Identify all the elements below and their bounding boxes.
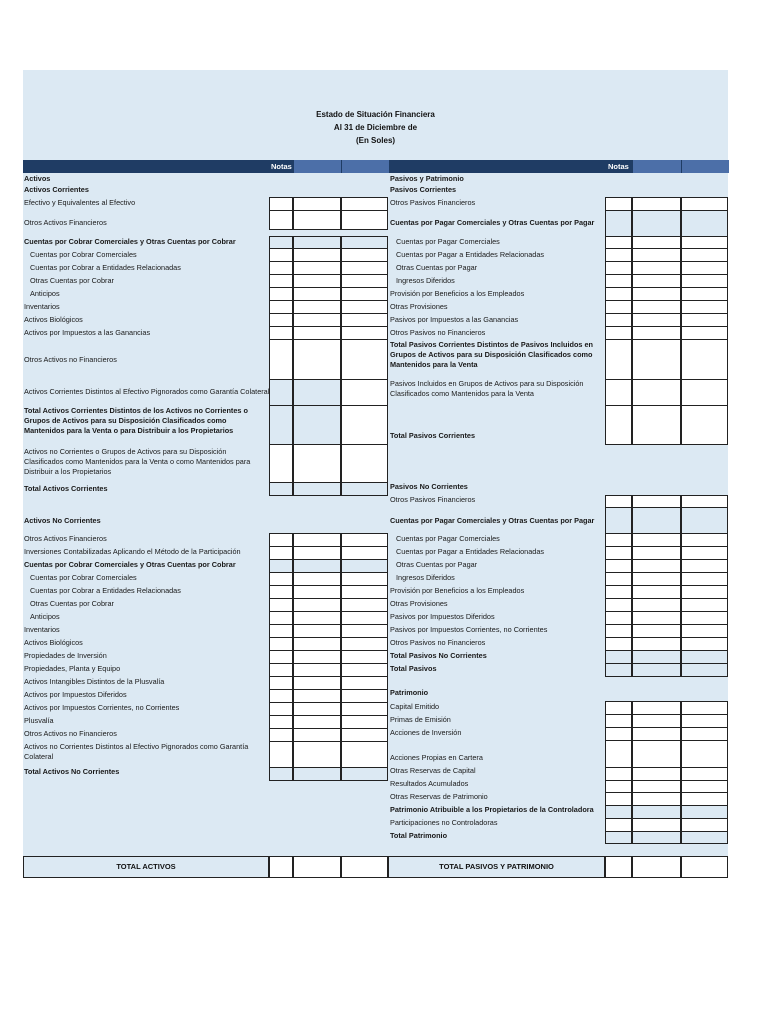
notes-header-right: Notas <box>608 162 629 171</box>
left-note-cell[interactable] <box>269 546 293 560</box>
left-value-cell[interactable] <box>293 248 341 262</box>
left-value-cell[interactable] <box>293 598 341 612</box>
left-row-label: Activos por Impuestos a las Ganancias <box>24 328 151 337</box>
left-value-cell[interactable] <box>341 663 388 677</box>
left-row-label: Propiedades de Inversión <box>24 651 107 660</box>
left-value-cell[interactable] <box>341 339 388 380</box>
left-row-label: Activos Biológicos <box>24 315 83 324</box>
right-row-label: Pasivos por Impuestos a las Ganancias <box>390 315 519 324</box>
right-row-label: Otras Provisiones <box>390 302 448 311</box>
right-value-cell[interactable] <box>681 611 728 625</box>
left-value-cell[interactable] <box>293 482 341 496</box>
left-value-cell[interactable] <box>293 210 341 230</box>
left-row-label: Cuentas por Cobrar Comerciales <box>30 250 137 259</box>
right-value-cell[interactable] <box>681 313 728 327</box>
left-row-label: Plusvalía <box>24 716 54 725</box>
right-value-cell[interactable] <box>681 767 728 781</box>
financial-statement-sheet <box>23 70 728 877</box>
right-row-label: Otras Reservas de Patrimonio <box>390 792 488 801</box>
left-note-cell[interactable] <box>269 326 293 340</box>
right-note-cell[interactable] <box>605 533 632 547</box>
right-value-cell[interactable] <box>681 210 728 237</box>
right-row-label: Total Pasivos No Corrientes <box>390 651 487 660</box>
right-note-cell[interactable] <box>605 831 632 844</box>
right-value-cell[interactable] <box>681 507 728 534</box>
left-note-cell[interactable] <box>269 676 293 690</box>
right-note-cell[interactable] <box>605 805 632 819</box>
right-value-cell[interactable] <box>632 300 681 314</box>
left-value-cell[interactable] <box>341 637 388 651</box>
left-note-cell[interactable] <box>269 379 293 406</box>
left-row-label: Anticipos <box>30 612 60 621</box>
left-value-cell[interactable] <box>293 689 341 703</box>
left-value-cell[interactable] <box>293 339 341 380</box>
right-row-label: Participaciones no Controladoras <box>390 818 498 827</box>
left-note-cell[interactable] <box>269 715 293 729</box>
left-row-label: Otras Cuentas por Cobrar <box>30 599 114 608</box>
left-note-cell[interactable] <box>269 728 293 742</box>
right-value-cell[interactable] <box>632 818 681 832</box>
left-value-cell[interactable] <box>293 741 341 768</box>
right-note-cell[interactable] <box>605 379 632 406</box>
left-note-cell[interactable] <box>269 313 293 327</box>
left-row-label: Activos no Corrientes o Grupos de Activos para su Disposición Clasificados como Mantenidos para la Venta o como Mantenidos para Distribuir a los Propietarios <box>24 447 251 476</box>
right-row-label: Otros Pasivos no Financieros <box>390 328 486 337</box>
left-value-cell[interactable] <box>341 715 388 729</box>
left-value-cell[interactable] <box>341 379 388 406</box>
right-value-cell[interactable] <box>681 792 728 806</box>
left-note-cell[interactable] <box>269 300 293 314</box>
right-value-cell[interactable] <box>632 624 681 638</box>
left-row-label: Inventarios <box>24 302 60 311</box>
right-value-cell[interactable] <box>632 405 681 445</box>
left-row-label: Total Activos Corrientes <box>24 484 108 493</box>
right-note-cell[interactable] <box>605 248 632 262</box>
right-value-cell[interactable] <box>632 572 681 586</box>
right-row-label: Provisión por Beneficios a los Empleados <box>390 289 525 298</box>
left-value-cell[interactable] <box>341 248 388 262</box>
left-value-cell[interactable] <box>293 572 341 586</box>
left-value-cell[interactable] <box>293 676 341 690</box>
right-value-cell[interactable] <box>632 663 681 677</box>
left-value-cell[interactable] <box>293 728 341 742</box>
right-note-cell[interactable] <box>605 637 632 651</box>
header-cell <box>293 160 342 173</box>
right-note-cell[interactable] <box>605 287 632 301</box>
right-note-cell[interactable] <box>605 210 632 237</box>
right-row-label: Total Pasivos <box>390 664 437 673</box>
right-row-label: Pasivos y Patrimonio <box>390 174 464 183</box>
left-note-cell[interactable] <box>269 287 293 301</box>
right-note-cell[interactable] <box>605 546 632 560</box>
right-value-cell[interactable] <box>681 405 728 445</box>
left-row-label: Cuentas por Cobrar Comerciales <box>30 573 137 582</box>
left-value-cell[interactable] <box>293 405 341 445</box>
left-value-cell[interactable] <box>341 559 388 573</box>
right-value-cell[interactable] <box>632 379 681 406</box>
left-note-cell[interactable] <box>269 210 293 230</box>
right-value-cell[interactable] <box>632 261 681 275</box>
left-row-label: Cuentas por Cobrar a Entidades Relacionadas <box>30 586 181 595</box>
left-value-cell[interactable] <box>341 767 388 781</box>
left-value-cell[interactable] <box>293 261 341 275</box>
left-value-cell[interactable] <box>293 767 341 781</box>
left-value-cell[interactable] <box>293 559 341 573</box>
left-row-label: Otros Activos no Financieros <box>24 729 117 738</box>
left-value-cell[interactable] <box>293 379 341 406</box>
right-value-cell[interactable] <box>632 274 681 288</box>
right-row-label: Patrimonio Atribuible a los Propietarios de la Controladora <box>390 805 594 814</box>
right-value-cell[interactable] <box>681 339 728 380</box>
right-note-cell[interactable] <box>605 727 632 741</box>
right-value-cell[interactable] <box>632 831 681 844</box>
right-note-cell[interactable] <box>605 598 632 612</box>
right-row-label: Pasivos por Impuestos Diferidos <box>390 612 495 621</box>
right-note-cell[interactable] <box>605 585 632 599</box>
right-value-cell[interactable] <box>681 714 728 728</box>
right-row-label: Ingresos Diferidos <box>396 573 455 582</box>
left-value-cell[interactable] <box>341 197 388 211</box>
left-note-cell[interactable] <box>269 702 293 716</box>
right-row-label: Primas de Emisión <box>390 715 451 724</box>
right-value-cell[interactable] <box>681 326 728 340</box>
left-value-cell[interactable] <box>341 405 388 445</box>
right-row-label: Cuentas por Pagar Comerciales <box>396 534 500 543</box>
right-value-cell[interactable] <box>632 740 681 768</box>
right-value-cell[interactable] <box>681 287 728 301</box>
right-value-cell[interactable] <box>632 598 681 612</box>
right-row-label: Cuentas por Pagar a Entidades Relacionadas <box>396 250 545 259</box>
left-value-cell[interactable] <box>341 210 388 230</box>
left-value-cell[interactable] <box>341 444 388 483</box>
statement-currency: (En Soles) <box>355 136 396 145</box>
left-row-label: Efectivo y Equivalentes al Efectivo <box>24 198 136 207</box>
right-value-cell[interactable] <box>681 559 728 573</box>
right-row-label: Acciones de Inversión <box>390 728 462 737</box>
right-value-cell[interactable] <box>632 650 681 664</box>
total-liabilities-note-cell[interactable] <box>605 856 632 878</box>
right-value-cell[interactable] <box>681 300 728 314</box>
right-value-cell[interactable] <box>681 818 728 832</box>
right-value-cell[interactable] <box>681 261 728 275</box>
right-value-cell[interactable] <box>632 533 681 547</box>
right-value-cell[interactable] <box>681 831 728 844</box>
right-row-label: Cuentas por Pagar Comerciales y Otras Cuentas por Pagar <box>390 516 595 525</box>
right-row-label: Pasivos No Corrientes <box>390 482 468 491</box>
right-note-cell[interactable] <box>605 507 632 534</box>
left-value-cell[interactable] <box>293 287 341 301</box>
right-value-cell[interactable] <box>681 533 728 547</box>
right-value-cell[interactable] <box>632 197 681 211</box>
left-value-cell[interactable] <box>341 533 388 547</box>
left-value-cell[interactable] <box>341 689 388 703</box>
header-cell <box>341 160 389 173</box>
left-note-cell[interactable] <box>269 339 293 380</box>
left-value-cell[interactable] <box>341 287 388 301</box>
left-row-label: Otros Activos no Financieros <box>24 355 117 364</box>
left-row-label: Activos no Corrientes Distintos al Efectivo Pignorados como Garantía Colateral <box>24 742 249 761</box>
right-row-label: Acciones Propias en Cartera <box>390 753 483 762</box>
left-note-cell[interactable] <box>269 598 293 612</box>
right-value-cell[interactable] <box>681 650 728 664</box>
right-note-cell[interactable] <box>605 326 632 340</box>
right-row-label: Capital Emitido <box>390 702 440 711</box>
left-note-cell[interactable] <box>269 741 293 768</box>
left-note-cell[interactable] <box>269 405 293 445</box>
left-note-cell[interactable] <box>269 637 293 651</box>
left-row-label: Total Activos Corrientes Distintos de los Activos no Corrientes o Grupos de Activos para su Disposición Clasificados como Mantenidos para la Venta o para Distribuir a los Propietarios <box>24 406 248 435</box>
left-value-cell[interactable] <box>293 611 341 625</box>
left-value-cell[interactable] <box>341 326 388 340</box>
right-row-label: Cuentas por Pagar Comerciales <box>396 237 500 246</box>
right-note-cell[interactable] <box>605 339 632 380</box>
right-value-cell[interactable] <box>681 197 728 211</box>
right-value-cell[interactable] <box>681 663 728 677</box>
right-note-cell[interactable] <box>605 300 632 314</box>
left-note-cell[interactable] <box>269 261 293 275</box>
right-value-cell[interactable] <box>632 767 681 781</box>
left-value-cell[interactable] <box>293 274 341 288</box>
right-value-cell[interactable] <box>632 248 681 262</box>
left-value-cell[interactable] <box>293 313 341 327</box>
right-note-cell[interactable] <box>605 313 632 327</box>
left-value-cell[interactable] <box>293 663 341 677</box>
right-value-cell[interactable] <box>632 701 681 715</box>
left-note-cell[interactable] <box>269 624 293 638</box>
left-row-label: Otros Activos Financieros <box>24 534 107 543</box>
right-row-label: Patrimonio <box>390 688 429 697</box>
column-header-bar <box>23 160 728 173</box>
right-value-cell[interactable] <box>681 727 728 741</box>
right-note-cell[interactable] <box>605 405 632 445</box>
left-value-cell[interactable] <box>341 702 388 716</box>
left-value-cell[interactable] <box>293 197 341 211</box>
right-note-cell[interactable] <box>605 274 632 288</box>
right-value-cell[interactable] <box>632 792 681 806</box>
total-liabilities-value-cell[interactable] <box>681 856 728 878</box>
left-row-label: Cuentas por Cobrar Comerciales y Otras Cuentas por Cobrar <box>24 237 236 246</box>
right-note-cell[interactable] <box>605 740 632 768</box>
statement-title: Estado de Situación Financiera <box>316 110 435 119</box>
left-value-cell[interactable] <box>341 624 388 638</box>
left-value-cell[interactable] <box>341 274 388 288</box>
left-row-label: Otras Cuentas por Cobrar <box>30 276 114 285</box>
right-row-label: Total Patrimonio <box>390 831 448 840</box>
right-row-label: Otras Provisiones <box>390 599 448 608</box>
left-note-cell[interactable] <box>269 689 293 703</box>
left-value-cell[interactable] <box>341 598 388 612</box>
notes-header-left: Notas <box>271 162 292 171</box>
right-value-cell[interactable] <box>632 714 681 728</box>
right-note-cell[interactable] <box>605 663 632 677</box>
left-value-cell[interactable] <box>293 702 341 716</box>
right-value-cell[interactable] <box>681 598 728 612</box>
right-row-label: Otros Pasivos Financieros <box>390 495 476 504</box>
left-value-cell[interactable] <box>341 611 388 625</box>
left-row-label: Cuentas por Cobrar a Entidades Relacionadas <box>30 263 181 272</box>
left-note-cell[interactable] <box>269 611 293 625</box>
left-note-cell[interactable] <box>269 533 293 547</box>
left-value-cell[interactable] <box>341 728 388 742</box>
right-note-cell[interactable] <box>605 624 632 638</box>
left-value-cell[interactable] <box>293 624 341 638</box>
right-note-cell[interactable] <box>605 197 632 211</box>
right-value-cell[interactable] <box>632 559 681 573</box>
right-row-label: Ingresos Diferidos <box>396 276 455 285</box>
right-row-label: Otras Cuentas por Pagar <box>396 560 478 569</box>
right-value-cell[interactable] <box>681 805 728 819</box>
right-value-cell[interactable] <box>632 287 681 301</box>
left-value-cell[interactable] <box>293 533 341 547</box>
left-row-label: Inversiones Contabilizadas Aplicando el Método de la Participación <box>24 547 241 556</box>
total-assets-value-cell[interactable] <box>293 856 341 878</box>
right-row-label: Total Pasivos Corrientes Distintos de Pasivos Incluidos en Grupos de Activos para su Disposición Clasificados como Mantenidos para la Venta <box>390 340 594 369</box>
right-note-cell[interactable] <box>605 818 632 832</box>
left-row-label: Anticipos <box>30 289 60 298</box>
left-note-cell[interactable] <box>269 197 293 211</box>
left-row-label: Inventarios <box>24 625 60 634</box>
left-value-cell[interactable] <box>341 572 388 586</box>
right-value-cell[interactable] <box>681 740 728 768</box>
left-value-cell[interactable] <box>341 546 388 560</box>
left-value-cell[interactable] <box>341 676 388 690</box>
left-row-label: Total Activos No Corrientes <box>24 767 120 776</box>
right-value-cell[interactable] <box>632 339 681 380</box>
left-note-cell[interactable] <box>269 444 293 483</box>
left-row-label: Activos Corrientes <box>24 185 89 194</box>
right-row-label: Pasivos Corrientes <box>390 185 457 194</box>
left-row-label: Activos Biológicos <box>24 638 83 647</box>
total-liabilities-equity-label: TOTAL PASIVOS Y PATRIMONIO <box>388 856 605 878</box>
right-note-cell[interactable] <box>605 572 632 586</box>
left-row-label: Activos No Corrientes <box>24 516 101 525</box>
right-note-cell[interactable] <box>605 650 632 664</box>
right-value-cell[interactable] <box>632 611 681 625</box>
right-value-cell[interactable] <box>632 637 681 651</box>
left-value-cell[interactable] <box>293 326 341 340</box>
right-value-cell[interactable] <box>632 727 681 741</box>
right-value-cell[interactable] <box>681 274 728 288</box>
right-row-label: Otras Cuentas por Pagar <box>396 263 478 272</box>
left-note-cell[interactable] <box>269 248 293 262</box>
right-row-label: Otros Pasivos no Financieros <box>390 638 486 647</box>
right-note-cell[interactable] <box>605 261 632 275</box>
right-value-cell[interactable] <box>632 210 681 237</box>
right-value-cell[interactable] <box>681 701 728 715</box>
left-row-label: Activos Intangibles Distintos de la Plusvalía <box>24 677 165 686</box>
left-row-label: Activos por Impuestos Corrientes, no Corrientes <box>24 703 180 712</box>
statement-date: Al 31 de Diciembre de <box>333 123 418 132</box>
left-value-cell[interactable] <box>341 650 388 664</box>
left-value-cell[interactable] <box>341 300 388 314</box>
left-note-cell[interactable] <box>269 559 293 573</box>
right-note-cell[interactable] <box>605 701 632 715</box>
left-value-cell[interactable] <box>341 585 388 599</box>
right-row-label: Provisión por Beneficios a los Empleados <box>390 586 525 595</box>
right-value-cell[interactable] <box>681 637 728 651</box>
left-value-cell[interactable] <box>293 444 341 483</box>
right-row-label: Cuentas por Pagar a Entidades Relacionadas <box>396 547 545 556</box>
left-value-cell[interactable] <box>293 637 341 651</box>
left-value-cell[interactable] <box>341 741 388 768</box>
right-row-label: Otras Reservas de Capital <box>390 766 476 775</box>
right-value-cell[interactable] <box>632 507 681 534</box>
left-note-cell[interactable] <box>269 572 293 586</box>
left-value-cell[interactable] <box>341 482 388 496</box>
right-value-cell[interactable] <box>632 313 681 327</box>
left-value-cell[interactable] <box>341 313 388 327</box>
left-note-cell[interactable] <box>269 650 293 664</box>
left-row-label: Activos por Impuestos Diferidos <box>24 690 127 699</box>
left-value-cell[interactable] <box>293 715 341 729</box>
left-note-cell[interactable] <box>269 482 293 496</box>
left-row-label: Otros Activos Financieros <box>24 218 107 227</box>
left-note-cell[interactable] <box>269 585 293 599</box>
right-value-cell[interactable] <box>632 546 681 560</box>
right-row-label: Resultados Acumulados <box>390 779 469 788</box>
header-cell <box>632 160 682 173</box>
right-value-cell[interactable] <box>681 624 728 638</box>
left-value-cell[interactable] <box>293 585 341 599</box>
right-note-cell[interactable] <box>605 611 632 625</box>
left-value-cell[interactable] <box>341 261 388 275</box>
right-value-cell[interactable] <box>681 572 728 586</box>
right-note-cell[interactable] <box>605 559 632 573</box>
left-row-label: Activos Corrientes Distintos al Efectivo Pignorados como Garantía Colateral <box>24 387 270 396</box>
total-liabilities-value-cell[interactable] <box>632 856 681 878</box>
right-row-label: Total Pasivos Corrientes <box>390 431 476 440</box>
left-row-label: Propiedades, Planta y Equipo <box>24 664 121 673</box>
left-row-label: Cuentas por Cobrar Comerciales y Otras Cuentas por Cobrar <box>24 560 236 569</box>
left-row-label: Activos <box>24 174 51 183</box>
right-value-cell[interactable] <box>632 585 681 599</box>
left-value-cell[interactable] <box>293 650 341 664</box>
left-note-cell[interactable] <box>269 767 293 781</box>
right-note-cell[interactable] <box>605 714 632 728</box>
right-value-cell[interactable] <box>681 585 728 599</box>
right-row-label: Pasivos por Impuestos Corrientes, no Corrientes <box>390 625 548 634</box>
right-row-label: Cuentas por Pagar Comerciales y Otras Cuentas por Pagar <box>390 218 595 227</box>
right-value-cell[interactable] <box>681 379 728 406</box>
right-value-cell[interactable] <box>632 326 681 340</box>
header-cell <box>681 160 729 173</box>
right-row-label: Pasivos Incluidos en Grupos de Activos para su Disposición Clasificados como Mantenidos para la Venta <box>390 379 584 398</box>
right-row-label: Otros Pasivos Financieros <box>390 198 476 207</box>
right-value-cell[interactable] <box>681 248 728 262</box>
left-value-cell[interactable] <box>293 300 341 314</box>
total-assets-label: TOTAL ACTIVOS <box>23 856 269 878</box>
left-note-cell[interactable] <box>269 663 293 677</box>
right-note-cell[interactable] <box>605 767 632 781</box>
right-note-cell[interactable] <box>605 792 632 806</box>
total-assets-value-cell[interactable] <box>341 856 388 878</box>
left-note-cell[interactable] <box>269 274 293 288</box>
right-value-cell[interactable] <box>632 805 681 819</box>
right-value-cell[interactable] <box>681 546 728 560</box>
total-assets-note-cell[interactable] <box>269 856 293 878</box>
left-value-cell[interactable] <box>293 546 341 560</box>
